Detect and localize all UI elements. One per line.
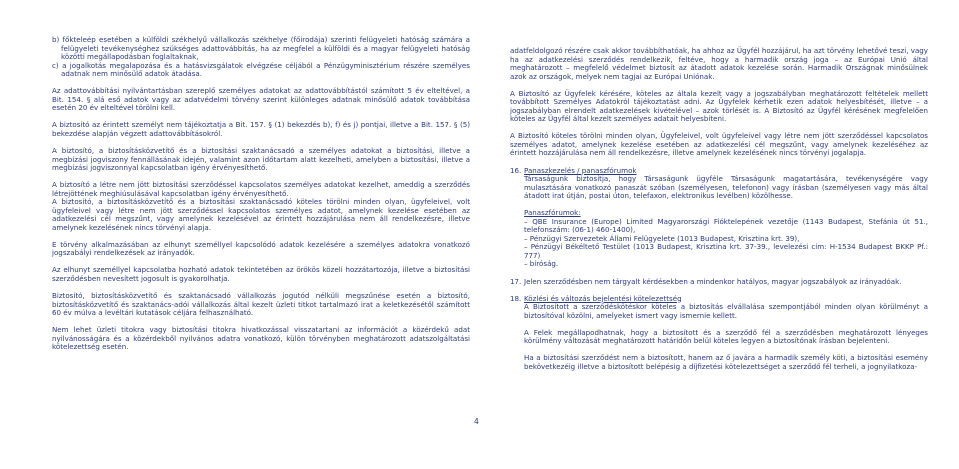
section-16-body: Társaságunk biztosítja, hogy Társaságunk ügyféle Társaságunk magatartására, tevékenységére vagy mulasztására vonatkozó panaszát szóban (személyesen, telefonon) vagy írásban (személyesen vagy más által átadott irat útján, postai úton, telefaxon, elektronikus levélben) közölhesse.	[524, 174, 928, 201]
section-16-title: Panaszkezelés / panaszfórumok	[524, 165, 637, 175]
paragraph-deletion-obligation: A Biztosító köteles törölni minden olyan, Ügyfeleivel, volt ügyfeleivel vagy létre nem jött szerződéssel kapcsolatos személyes adatot, amelynek kezelése esetében az adatkezelési cél megszűnt, vagy amelynek kezeléséhez az érintett hozzájárulása nem áll rendelkezésre, illetve amelynek kezelésének nincs törvényi jogalapja.	[510, 131, 928, 158]
forum-item: – Pénzügyi Szervezetek Állami Felügyelete (1013 Budapest, Krisztina krt. 39),	[524, 233, 800, 243]
forum-item: – bíróság.	[524, 259, 559, 269]
section-18-title: Közlési és változás bejelentési kötelezettség	[524, 293, 682, 303]
section-18-paragraph: Ha a biztosítási szerződést nem a biztosított, hanem az ő javára a harmadik személy köti, a biztosítási esemény bekövetkezéig illetve a biztosított belépésig a díjfizetési kötelezettséget a szerződő fél terheli, a jognyilatkoza-	[524, 353, 928, 371]
item-b: b) főkteleép esetében a külföldi székhelyű vállalkozás székhelye (főirodája) szerinti felügyeleti hatóság számára a felügyeleti tevékenységhez szükséges adattovábbítás, ha az megfelel a külföldi és a magyar felügyeleti hatóság közötti megállapodásban foglaltaknak,	[52, 35, 470, 62]
paragraph-data-handling: A biztosító, a biztosításközvetítő és a biztosítási szaktanácsadó a személyes adatokat a biztosítási, illetve a megbízási jogviszony fennállásának idején, valamint azon időtartam alatt kezelheti, amelyben a biztosítási, illetve a megbízási jogviszonnyal kapcsolatban igény érvényesíthető.	[52, 145, 470, 173]
forum-item: – QBE Insurance (Europe) Limited Magyarországi Fióktelepének vezetője (1143 Budapest, Stefánia út 51., telefonszám: (06-1) 460-1400),	[524, 216, 928, 235]
right-page	[480, 0, 959, 469]
paragraph-retention: Az adattovábbítási nyilvántartásban szereplő személyes adatokat az adattovábbítástól számított 5 év elteltével, a Bit. 154. § alá eső adatok vagy az adatvédelmi törvény szerint különleges adatnak minősülő adatok továbbítása esetén 20 év elteltével törölni kell.	[52, 86, 470, 113]
section-16-number: 16.	[510, 165, 522, 175]
paragraph-archives: Biztosító, biztosításközvetítő és szaktanácsadó vállalkozás jogutód nélküli megszűnése esetén a biztosító, biztosításközvetítő és szaktanács-adói vállalkozás által kezelt üzleti titkot tartalmazó irat a keletkezésétől számított 60 év múlva a levéltári kutatások céljára felhasználható.	[52, 291, 470, 318]
item-c: c) a jogalkotás megalapozása és a hatásvizsgálatok elvégzése céljából a Pénzügyminisztérium részére személyes adatnak nem minősülő adatok átadása.	[52, 60, 470, 79]
paragraph-third-country: adatfeldolgozó részére csak akkor továbbíthatóak, ha ahhoz az Ügyfél hozzájárul, ha azt törvény lehetővé teszi, vagy ha az adatkezelési szerződés rendelkezik, feltéve, hogy a harmadik ország joga – az Európai Unió által meghatározott – megfelelő védelmet biztosít az átadott adatok kezelése során. Harmadik Országnak minősülnek azok az országok, melyek nem tagjai az Európai Uniónak.	[510, 46, 928, 81]
section-17-number: 17.	[510, 276, 522, 286]
section-17	[510, 278, 928, 287]
section-18-paragraph: A Felek megállapodhatnak, hogy a biztosított és a szerződő fél a szerződésben meghatározott lényeges körülmény változását meghatározott határidőn belül köteles legyen a biztosítónak írásban bejelenteni.	[524, 327, 928, 346]
page-number: 4	[474, 417, 479, 426]
paragraph-deletion: A biztosító, a biztosításközvetítő és a biztosítási szaktanácsadó köteles törölni minden olyan, ügyfeleivel, volt ügyfeleivel vagy létre nem jött szerződéssel kapcsolatos személyes adatot, amelynek kezelése esetében az adatkezelési cél megszűnt, vagy amelynek kezelésével az érintett hozzájárulása nem áll rendelkezésre, illetve amelynek kezelésének nincs törvényi alapja.	[52, 197, 470, 232]
forums-title: Panaszfórumok:	[524, 208, 581, 218]
section-18	[510, 295, 928, 372]
paragraph-public-data: Nem lehet üzleti titokra vagy biztosítási titokra hivatkozással visszatartani az információt a közérdekű adat nyilvánosságára és a közérdekből nyilvános adatra vonatkozó, külön törvényben meghatározott adatszolgáltatási kötelezettség esetén.	[52, 325, 470, 352]
paragraph-notification: A biztosító az érintett személyt nem tájékoztatja a Bit. 157. § (1) bekezdés b), f) és j) pontjai, illetve a Bit. 157. § (5) bekezdése alapján végzett adattovábbításokról.	[52, 120, 470, 138]
section-18-paragraph: A Biztosított a szerződéskötéskor köteles a biztosítás elvállalása szempontjából minden olyan körülményt a biztosítóval közölni, amelyeket ismert vagy ismernie kellett.	[524, 302, 928, 320]
left-column	[52, 36, 470, 352]
section-17-body: Jelen szerződésben nem tárgyalt kérdésekben a mindenkor hatályos, magyar jogszabályok az irányadóak.	[524, 276, 902, 286]
paragraph-heirs: Az elhunyt személlyel kapcsolatba hozható adatok tekintetében az örökös közeli hozzátartozója, illetve a biztosítási szerződésben nevesített jogosult is gyakorolhatja.	[52, 265, 470, 284]
right-column	[510, 47, 928, 371]
paragraph-information-rights: A Biztosító az Ügyfelek kérésére, köteles az általa kezelt vagy a jogszabályban meghatározott feltételek mellett továbbított Személyes Adatokról tájékoztatást adni. Az Ügyfelek kérhetik ezen adatok helyesbítését, illetve – a jogszabályban elrendelt adatkezelések kivételével – azok törlését is. A Biztosító az Ügyfél kérésének megfelelően köteles az Ügyfél által kezelt személyes adatait helyesbíteni.	[510, 88, 928, 124]
paragraph-failed-contract: A biztosító a létre nem jött biztosítási szerződéssel kapcsolatos személyes adatokat kezelhet, ameddig a szerződés létrejöttének meghiúsulásával kapcsolatban igény érvényesíthető.	[52, 180, 470, 198]
paragraph-deceased: E törvény alkalmazásában az elhunyt személlyel kapcsolódó adatok kezelésére a személyes adatokra vonatkozó jogszabályi rendelkezések az irányadók.	[52, 239, 470, 258]
section-18-number: 18.	[510, 293, 522, 303]
section-16	[510, 167, 928, 270]
forum-item: – Pénzügyi Békéltető Testület (1013 Budapest, Krisztina krt. 37-39., levelezési cím: H-1534 Budapest BKKP Pf.: 777)	[524, 242, 928, 260]
